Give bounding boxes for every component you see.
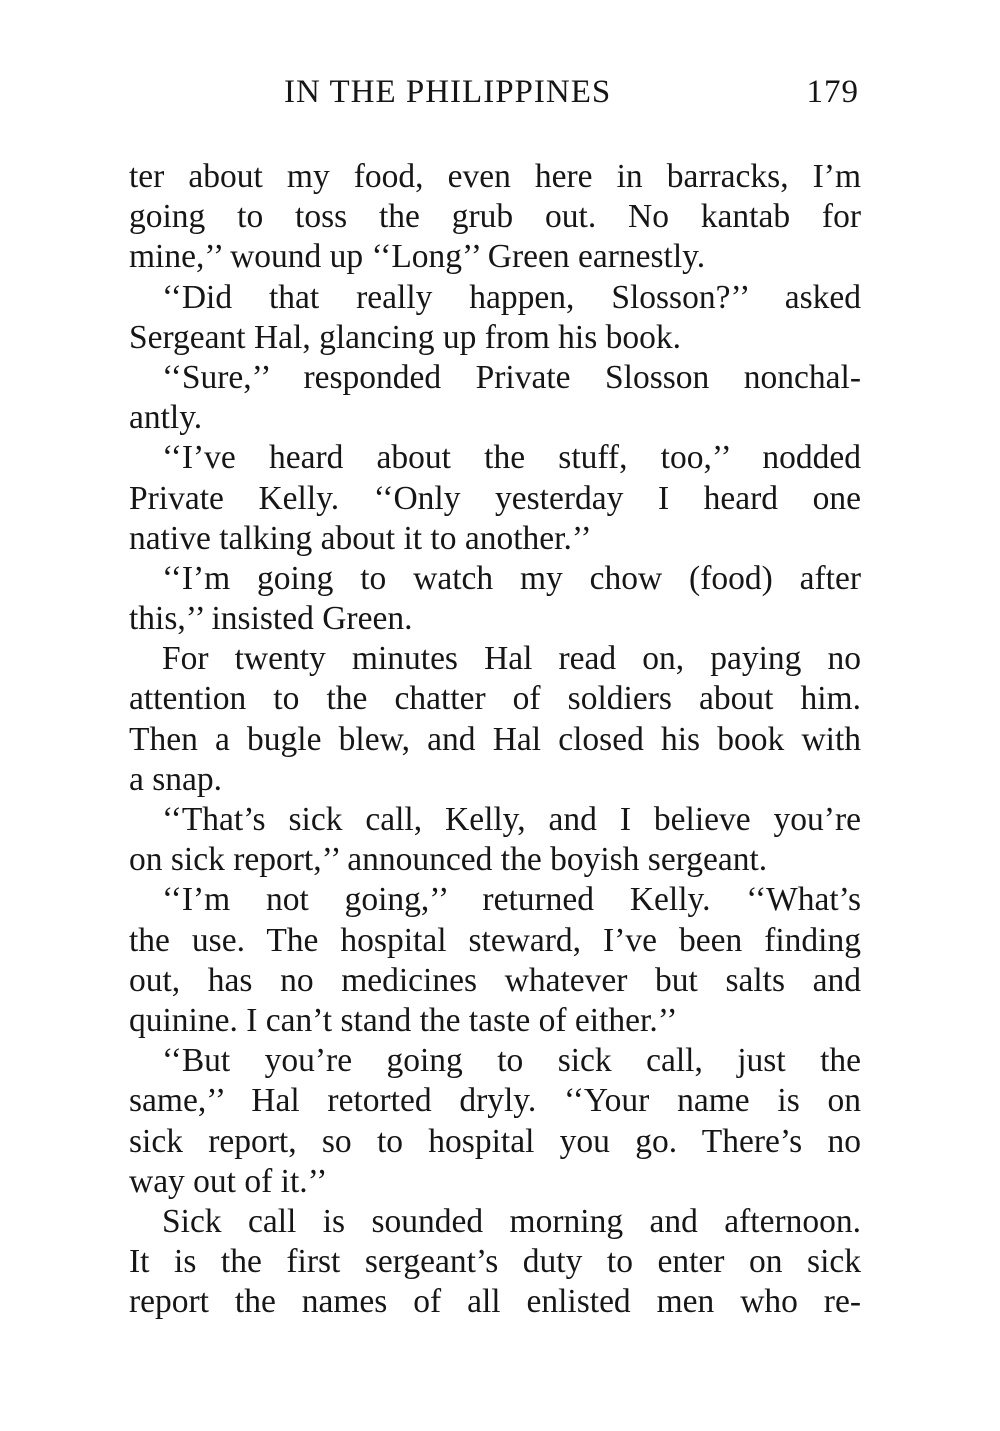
body-text	[129, 157, 861, 1322]
text-line: ter about my food, even here in barracks, I’m	[129, 158, 861, 195]
text-line: on sick report,’’ announced the boyish sergeant.	[129, 841, 768, 879]
running-head	[129, 74, 861, 118]
text-line: out, has no medicines whatever but salts and	[129, 961, 861, 999]
text-line: quinine. I can’t stand the taste of either.’’	[129, 1001, 678, 1039]
text-line: same,’’ Hal retorted dryly. ‘‘Your name is on	[129, 1082, 861, 1120]
text-line: a snap.	[129, 760, 223, 798]
text-line: going to toss the grub out. No kantab for	[129, 198, 861, 236]
text-line: Private Kelly. ‘‘Only yesterday I heard one	[129, 479, 861, 517]
text-line: Sergeant Hal, glancing up from his book.	[129, 318, 682, 356]
text-line: For twenty minutes Hal read on, paying no	[162, 640, 861, 678]
text-line: ‘‘Sure,’’ responded Private Slosson nonchal-	[162, 358, 861, 396]
text-line: ‘‘I’m going to watch my chow (food) after	[162, 559, 861, 597]
text-line: It is the first sergeant’s duty to enter on sick	[129, 1243, 861, 1281]
text-line: sick report, so to hospital you go. There’s no	[129, 1122, 861, 1160]
text-line: the use. The hospital steward, I’ve been finding	[129, 921, 861, 959]
text-line: ‘‘Did that really happen, Slosson?’’ asked	[162, 278, 861, 316]
text-line: ‘‘I’m not going,’’ returned Kelly. ‘‘What’s	[162, 881, 861, 919]
running-title: IN THE PHILIPPINES	[284, 74, 612, 110]
text-line: Then a bugle blew, and Hal closed his book with	[129, 720, 861, 758]
text-line: way out of it.’’	[129, 1162, 328, 1200]
text-line: antly.	[129, 399, 203, 437]
text-line: ‘‘But you’re going to sick call, just the	[162, 1042, 861, 1080]
text-line: Sick call is sounded morning and afternoon.	[162, 1202, 861, 1240]
text-line: this,’’ insisted Green.	[129, 600, 413, 638]
text-line: ‘‘I’ve heard about the stuff, too,’’ nodded	[162, 439, 861, 477]
text-line: ‘‘That’s sick call, Kelly, and I believe you’re	[162, 801, 861, 838]
text-line: native talking about it to another.’’	[129, 519, 592, 557]
text-line: report the names of all enlisted men who re-	[129, 1283, 861, 1321]
text-line: attention to the chatter of soldiers about him.	[129, 680, 861, 718]
text-line: mine,’’ wound up ‘‘Long’’ Green earnestly.	[129, 238, 706, 276]
page-number: 179	[806, 74, 859, 110]
